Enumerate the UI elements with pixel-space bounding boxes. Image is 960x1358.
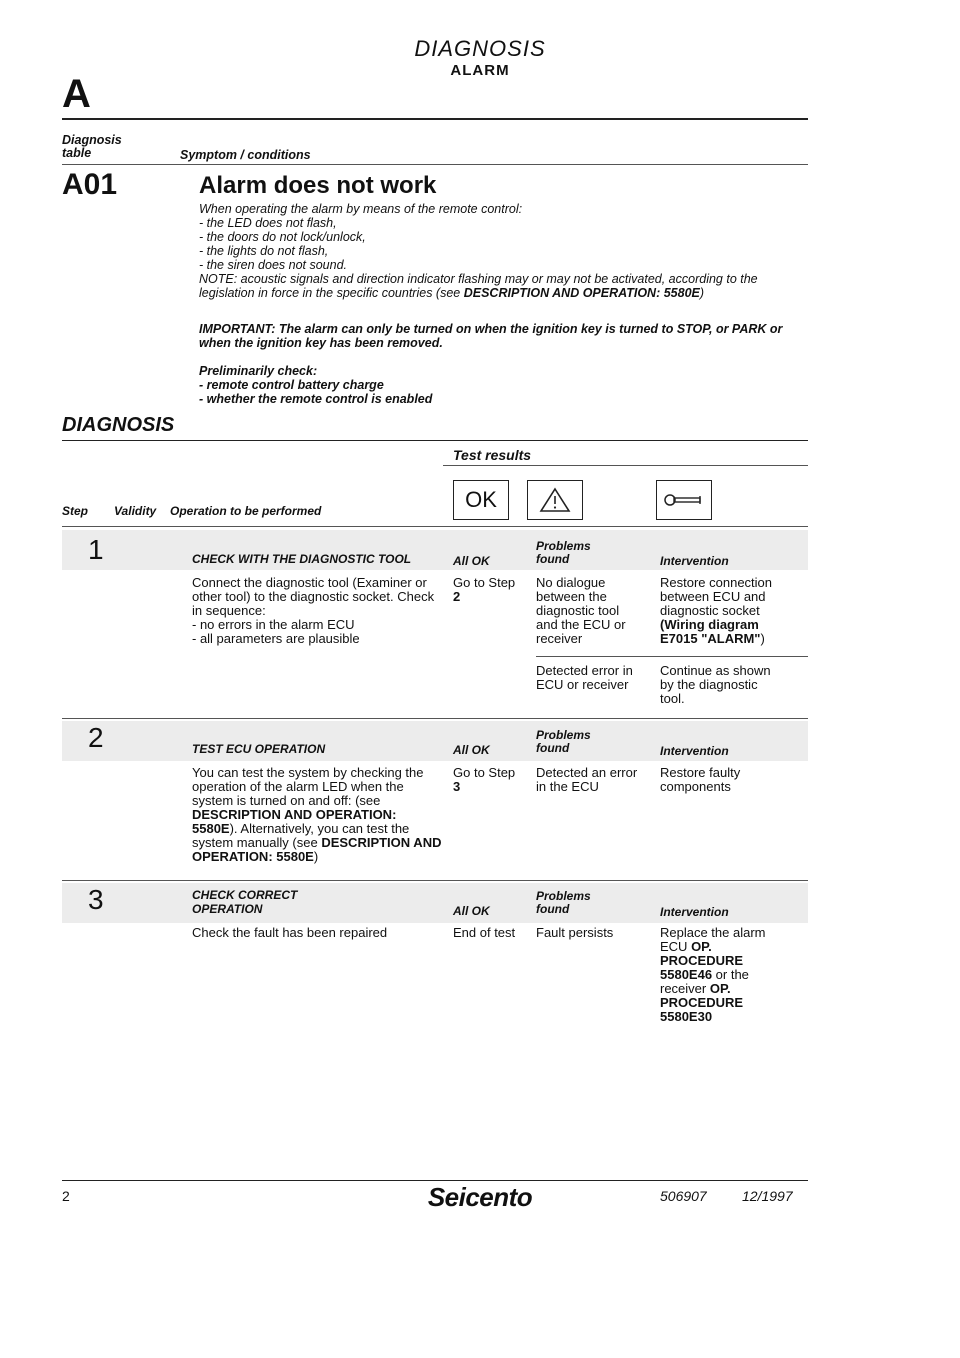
note-text: NOTE: acoustic signals and direction indicator flashing may or may not be activated, according to the legislation in force in the specific countries (see: [199, 272, 758, 300]
note-reference: DESCRIPTION AND OPERATION: 5580E: [463, 286, 700, 300]
column-validity-label: Validity: [114, 504, 157, 518]
preliminary-item-1: - remote control battery charge: [199, 378, 384, 392]
step-2-intervention-label: Intervention: [660, 744, 729, 758]
page-number: 2: [62, 1188, 70, 1204]
test-results-label: Test results: [453, 447, 532, 463]
column-step-label: Step: [62, 504, 89, 518]
step-3-procedure-ref-2: OP. PROCEDURE 5580E30: [660, 981, 744, 1024]
symptom-note: [199, 272, 811, 300]
step-1-wiring-code: E7015 "ALARM": [660, 631, 761, 646]
step-3-procedure-ref-1: OP. PROCEDURE 5580E46: [660, 939, 744, 982]
symptom-code: A01: [62, 168, 118, 201]
step-1-problem-1: No dialogue between the diagnostic tool and the ECU or receiver: [536, 575, 626, 646]
step-3-problems-label: Problems found: [536, 889, 591, 916]
step-2-operation-a: You can test the system by checking the operation of the alarm LED when the system is turned on and off: (see: [192, 765, 424, 808]
step-2-operation-ref-1: DESCRIPTION AND OPERATION: 5580E: [192, 807, 397, 836]
ok-icon: [453, 480, 509, 520]
symptom-conditions-label: Symptom / conditions: [180, 148, 311, 162]
wrench-tool-icon: [656, 480, 712, 520]
step-1-all-ok-result: [453, 576, 533, 604]
symptom-title: Alarm does not work: [199, 172, 437, 199]
step-1-goto-step: 2: [453, 589, 461, 604]
important-note: IMPORTANT: The alarm can only be turned on when the ignition key is turned to STOP, or PARK or when the ignition key has been removed.: [199, 322, 783, 350]
column-operation-label: Operation to be performed: [170, 504, 322, 518]
step-1-wiring-ref: (Wiring diagram: [660, 617, 759, 632]
step-1-problem-2: Detected error in ECU or receiver: [536, 663, 633, 692]
page-subtitle: ALARM: [450, 62, 510, 79]
step-3-all-ok-label: All OK: [453, 904, 490, 918]
column-header-rule: [62, 526, 808, 527]
step-2-goto-step: 3: [453, 779, 461, 794]
header-rule: [62, 118, 808, 120]
section-letter: A: [62, 72, 91, 116]
footer-rule: [62, 1180, 808, 1181]
step-3-top-rule: [62, 880, 808, 881]
warning-triangle-icon: [527, 480, 583, 520]
step-2-all-ok-label: All OK: [453, 743, 490, 757]
diagnosis-section-title: DIAGNOSIS: [62, 414, 175, 436]
step-1-intervention-label: Intervention: [660, 554, 729, 568]
document-code: 506907: [660, 1188, 707, 1204]
step-2-goto: Go to Step: [453, 765, 516, 780]
step-2-operation-ref-2: DESCRIPTION AND OPERATION: 5580E: [192, 835, 442, 864]
step-1-intervention-2: Continue as shown by the diagnostic tool.: [660, 663, 771, 706]
step-3-number: 3: [88, 884, 104, 915]
test-results-rule: [443, 465, 808, 466]
step-1-problems-label: Problems found: [536, 539, 591, 566]
step-3-problem-1: Fault persists: [536, 925, 614, 940]
step-3-intervention-1: [660, 926, 810, 1024]
note-end: ): [699, 286, 705, 300]
step-2-operation-c: ). Alternatively, you can test the system manually (see: [192, 821, 410, 850]
step-1-goto: Go to Step: [453, 575, 516, 590]
symptom-description: When operating the alarm by means of the remote control: - the LED does not flash, - the doors do not lock/unlock, - the lights do not flash, - the siren does not sound.: [199, 202, 523, 272]
step-3-intervention-1-c: or the receiver: [660, 967, 749, 996]
step-1-intervention-1: [660, 576, 810, 646]
step-3-intervention-label: Intervention: [660, 905, 729, 919]
step-2-problems-label: Problems found: [536, 728, 591, 755]
step-2-operation: [192, 766, 442, 864]
ok-icon-label: OK: [465, 487, 497, 512]
document-date: 12/1997: [742, 1188, 793, 1204]
step-2-intervention-1: Restore faulty components: [660, 765, 741, 794]
step-2-number: 2: [88, 722, 104, 753]
step-3-all-ok-result: End of test: [453, 925, 516, 940]
diagnosis-table-label: Diagnosis table: [62, 133, 122, 160]
step-1-operation: Connect the diagnostic tool (Examiner or other tool) to the diagnostic socket. Check in sequence: - no errors in the alarm ECU - all parameters are plausible: [192, 575, 435, 646]
step-2-problem-1: Detected an error in the ECU: [536, 765, 638, 794]
preliminary-check-title: Preliminarily check:: [199, 364, 318, 378]
step-2-top-rule: [62, 718, 808, 719]
step-1-all-ok-label: All OK: [453, 554, 490, 568]
diagnosis-rule: [62, 440, 808, 441]
step-3-operation: Check the fault has been repaired: [192, 925, 388, 940]
step-1-heading: CHECK WITH THE DIAGNOSTIC TOOL: [192, 552, 412, 566]
step-2-heading: TEST ECU OPERATION: [192, 742, 326, 756]
step-1-intervention-1-text: Restore connection between ECU and diagnostic socket: [660, 575, 773, 618]
step-1-divider: [536, 656, 808, 657]
step-3-intervention-1-a: Replace the alarm ECU: [660, 925, 766, 954]
wrench-tool-graphic: [662, 490, 706, 510]
step-2-all-ok-result: [453, 766, 533, 794]
step-2-operation-e: ): [313, 849, 319, 864]
step-1-intervention-1-end: ): [760, 631, 765, 646]
step-3-heading: CHECK CORRECT OPERATION: [192, 888, 298, 916]
warning-triangle-graphic: [539, 487, 571, 513]
step-1-number: 1: [88, 534, 104, 565]
page-title: DIAGNOSIS: [414, 36, 546, 61]
table-header-rule: [62, 164, 808, 165]
preliminary-item-2: - whether the remote control is enabled: [199, 392, 433, 406]
brand-logo: Seicento: [427, 1182, 533, 1212]
